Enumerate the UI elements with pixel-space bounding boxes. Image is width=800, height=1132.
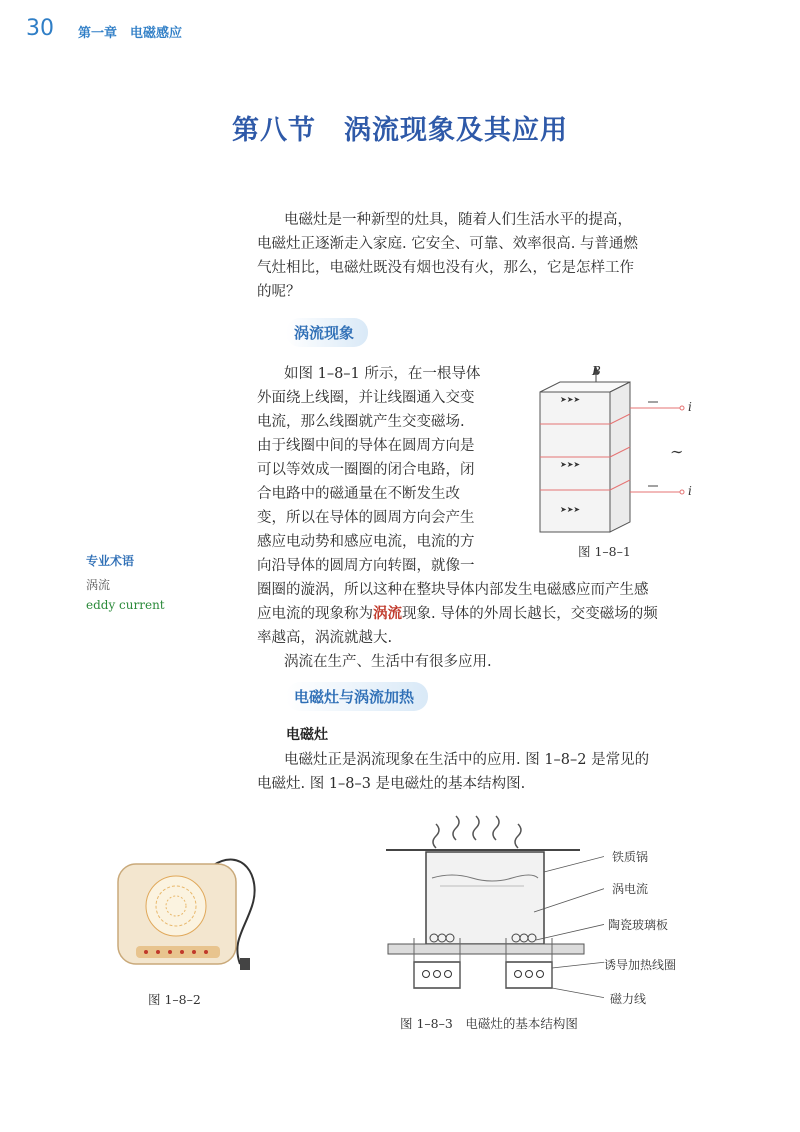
svg-text:➤➤➤: ➤➤➤ <box>560 395 581 404</box>
s1-line-6: 合电路中的磁通量在不断发生改 <box>257 486 460 502</box>
heading-induction-cooker: 电磁灶与涡流加热 <box>286 682 428 711</box>
s2-line-1: 电磁灶正是涡流现象在生活中的应用. 图 1–8–2 是常见的 <box>284 752 650 768</box>
s1-full-line-2-after: 现象. 导体的外周长越长，交变磁场的频 <box>402 606 658 622</box>
figure-1-8-2-caption: 图 1–8–2 <box>148 992 201 1007</box>
fig3-label-field: 磁力线 <box>610 992 647 1006</box>
fig3-label-coil: 诱导加热线圈 <box>604 958 677 972</box>
intro-line-2: 电磁灶正逐渐走入家庭. 它安全、可靠、效率很高. 与普通燃 <box>257 236 638 252</box>
s1-full-line-1: 圈圈的漩涡，所以这种在整块导体内部发生电磁感应而产生感 <box>257 582 649 598</box>
s1-line-7: 变，所以在导体的圆周方向会产生 <box>257 510 475 526</box>
s1-line-3: 电流，那么线圈就产生交变磁场. <box>257 414 465 430</box>
s1-line-5: 可以等效成一圈圈的闭合电路，闭 <box>257 462 475 478</box>
s1-full-line-2-before: 应电流的现象称为 <box>257 606 373 622</box>
fig3-label-glass: 陶瓷玻璃板 <box>608 918 669 932</box>
svg-text:➤➤➤: ➤➤➤ <box>560 460 581 469</box>
intro-line-3: 气灶相比，电磁灶既没有烟也没有火，那么，它是怎样工作 <box>257 260 634 276</box>
fig3-label-pot: 铁质锅 <box>612 850 649 864</box>
s1-line-4: 由于线圈中间的导体在圆周方向是 <box>257 438 475 454</box>
figure-1-8-1-caption: 图 1–8–1 <box>578 544 631 559</box>
term-eddy-highlight: 涡流 <box>373 605 402 622</box>
s1-line-1: 如图 1–8–1 所示，在一根导体 <box>284 366 481 382</box>
sidebar-term-en: eddy current <box>86 598 165 612</box>
section-title: 第八节 涡流现象及其应用 <box>232 115 568 146</box>
fig1-ac-symbol: ∼ <box>670 442 684 461</box>
svg-text:➤➤➤: ➤➤➤ <box>560 505 581 514</box>
subheading-induction-cooker: 电磁灶 <box>286 727 328 743</box>
heading-eddy-phenomenon: 涡流现象 <box>286 318 368 347</box>
fig3-label-eddy: 涡电流 <box>612 882 649 896</box>
intro-line-4: 的呢？ <box>257 284 301 300</box>
fig1-label-B: B <box>592 364 601 378</box>
fig1-label-i-top: i <box>688 400 692 414</box>
figure-1-8-3 <box>384 812 604 1012</box>
s1-full-line-2 <box>257 602 658 626</box>
chapter-title: 第一章 电磁感应 <box>78 26 183 41</box>
s1-line-9: 向沿导体的圆周方向转圈，就像一 <box>257 558 475 574</box>
figure-1-8-3-caption: 图 1–8–3 电磁灶的基本结构图 <box>400 1016 578 1031</box>
figure-1-8-2 <box>112 846 272 976</box>
sidebar-term-cn: 涡流 <box>86 578 111 592</box>
s1-line-8: 感应电动势和感应电流，电流的方 <box>257 534 475 550</box>
s1-line-2: 外面绕上线圈，并让线圈通入交变 <box>257 390 475 406</box>
page-number: 30 <box>26 16 54 41</box>
s1-full-line-3: 率越高，涡流就越大. <box>257 630 393 646</box>
figure-1-8-1 <box>520 362 720 542</box>
s2-line-2: 电磁灶. 图 1–8–3 是电磁灶的基本结构图. <box>257 776 526 792</box>
intro-line-1: 电磁灶是一种新型的灶具，随着人们生活水平的提高， <box>284 212 632 228</box>
fig1-label-i-bottom: i <box>688 484 692 498</box>
s1-full-line-4: 涡流在生产、生活中有很多应用. <box>284 654 492 670</box>
sidebar-term-title: 专业术语 <box>86 554 135 568</box>
